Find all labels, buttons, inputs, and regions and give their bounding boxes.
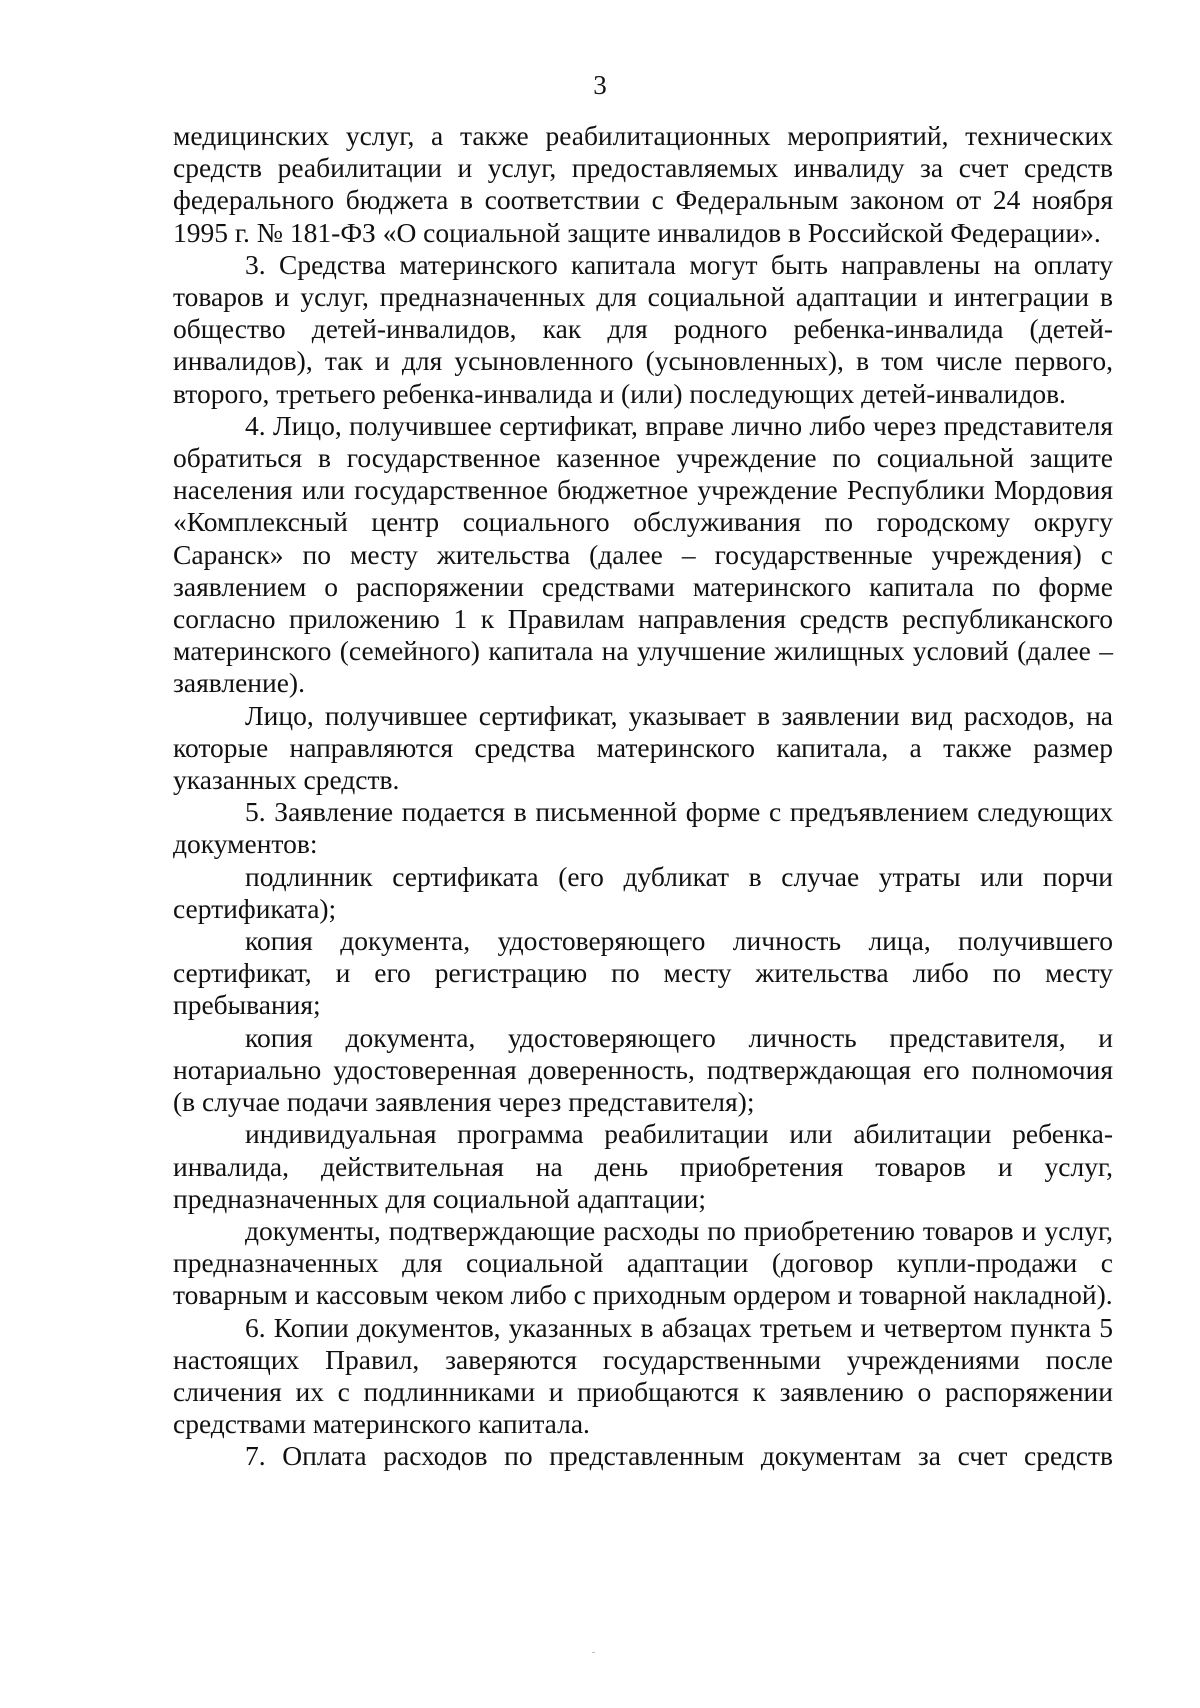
list-item-expense-documents: документы, подтверждающие расходы по приобретению товаров и услуг, предназначенных для социальной адаптации (договор купли-продажи с товарным и кассовым чеком либо с приходным ордером и товарной накладной). bbox=[173, 1214, 1113, 1311]
paragraph-expense-type: Лицо, получившее сертификат, указывает в заявлении вид расходов, на которые направляются средства материнского капитала, а также размер указанных средств. bbox=[173, 699, 1113, 796]
paragraph-item-7: 7. Оплата расходов по представленным документам за счет средств bbox=[245, 1440, 1113, 1472]
list-item-rehabilitation-program: индивидуальная программа реабилитации или абилитации ребенка-инвалида, действительная на день приобретения товаров и услуг, предназначенных для социальной адаптации; bbox=[173, 1118, 1113, 1214]
paragraph-item-3: 3. Средства материнского капитала могут быть направлены на оплату товаров и услуг, предназначенных для социальной адаптации и интеграции в общество детей-инвалидов, как для родного ребенка-инвалида (детей-инвалидов), так и для усыновленного (усыновленных), в том числе первого, второго, третьего ребенка-инвалида и (или) последующих детей-инвалидов. bbox=[173, 248, 1113, 409]
paragraph-item-6: 6. Копии документов, указанных в абзацах третьем и четвертом пункта 5 настоящих Правил, заверяются государственными учреждениями после сличения их с подлинниками и приобщаются к заявлению о распоряжении средствами материнского капитала. bbox=[173, 1311, 1113, 1440]
list-item-identity-document: копия документа, удостоверяющего личность лица, получившего сертификат, и его регистрацию по месту жительства либо по месту пребывания; bbox=[173, 925, 1113, 1021]
page-number: 3 bbox=[593, 70, 607, 100]
list-item-representative-document: копия документа, удостоверяющего личность представителя, и нотариально удостоверенная доверенность, подтверждающая его полномочия (в случае подачи заявления через представителя); bbox=[173, 1021, 1113, 1118]
paragraph-item-5: 5. Заявление подается в письменной форме с предъявлением следующих документов: bbox=[173, 796, 1113, 860]
scan-artifact bbox=[592, 1652, 595, 1653]
paragraph-continuation: медицинских услуг, а также реабилитационных мероприятий, технических средств реабилитации и услуг, предоставляемых инвалиду за счет средств федерального бюджета в соответствии с Федеральным законом от 24 ноября 1995 г. № 181-ФЗ «О социальной защите инвалидов в Российской Федерации». bbox=[173, 120, 1113, 248]
document-body bbox=[173, 120, 1113, 1473]
list-item-certificate: подлинник сертификата (его дубликат в случае утраты или порчи сертификата); bbox=[173, 860, 1113, 924]
paragraph-item-4: 4. Лицо, получившее сертификат, вправе лично либо через представителя обратиться в государственное казенное учреждение по социальной защите населения или государственное бюджетное учреждение Республики Мордовия «Комплексный центр социального обслуживания по городскому округу Саранск» по месту жительства (далее – государственные учреждения) с заявлением о распоряжении средствами материнского капитала по форме согласно приложению 1 к Правилам направления средств республиканского материнского (семейного) капитала на улучшение жилищных условий (далее – заявление). bbox=[173, 409, 1113, 699]
